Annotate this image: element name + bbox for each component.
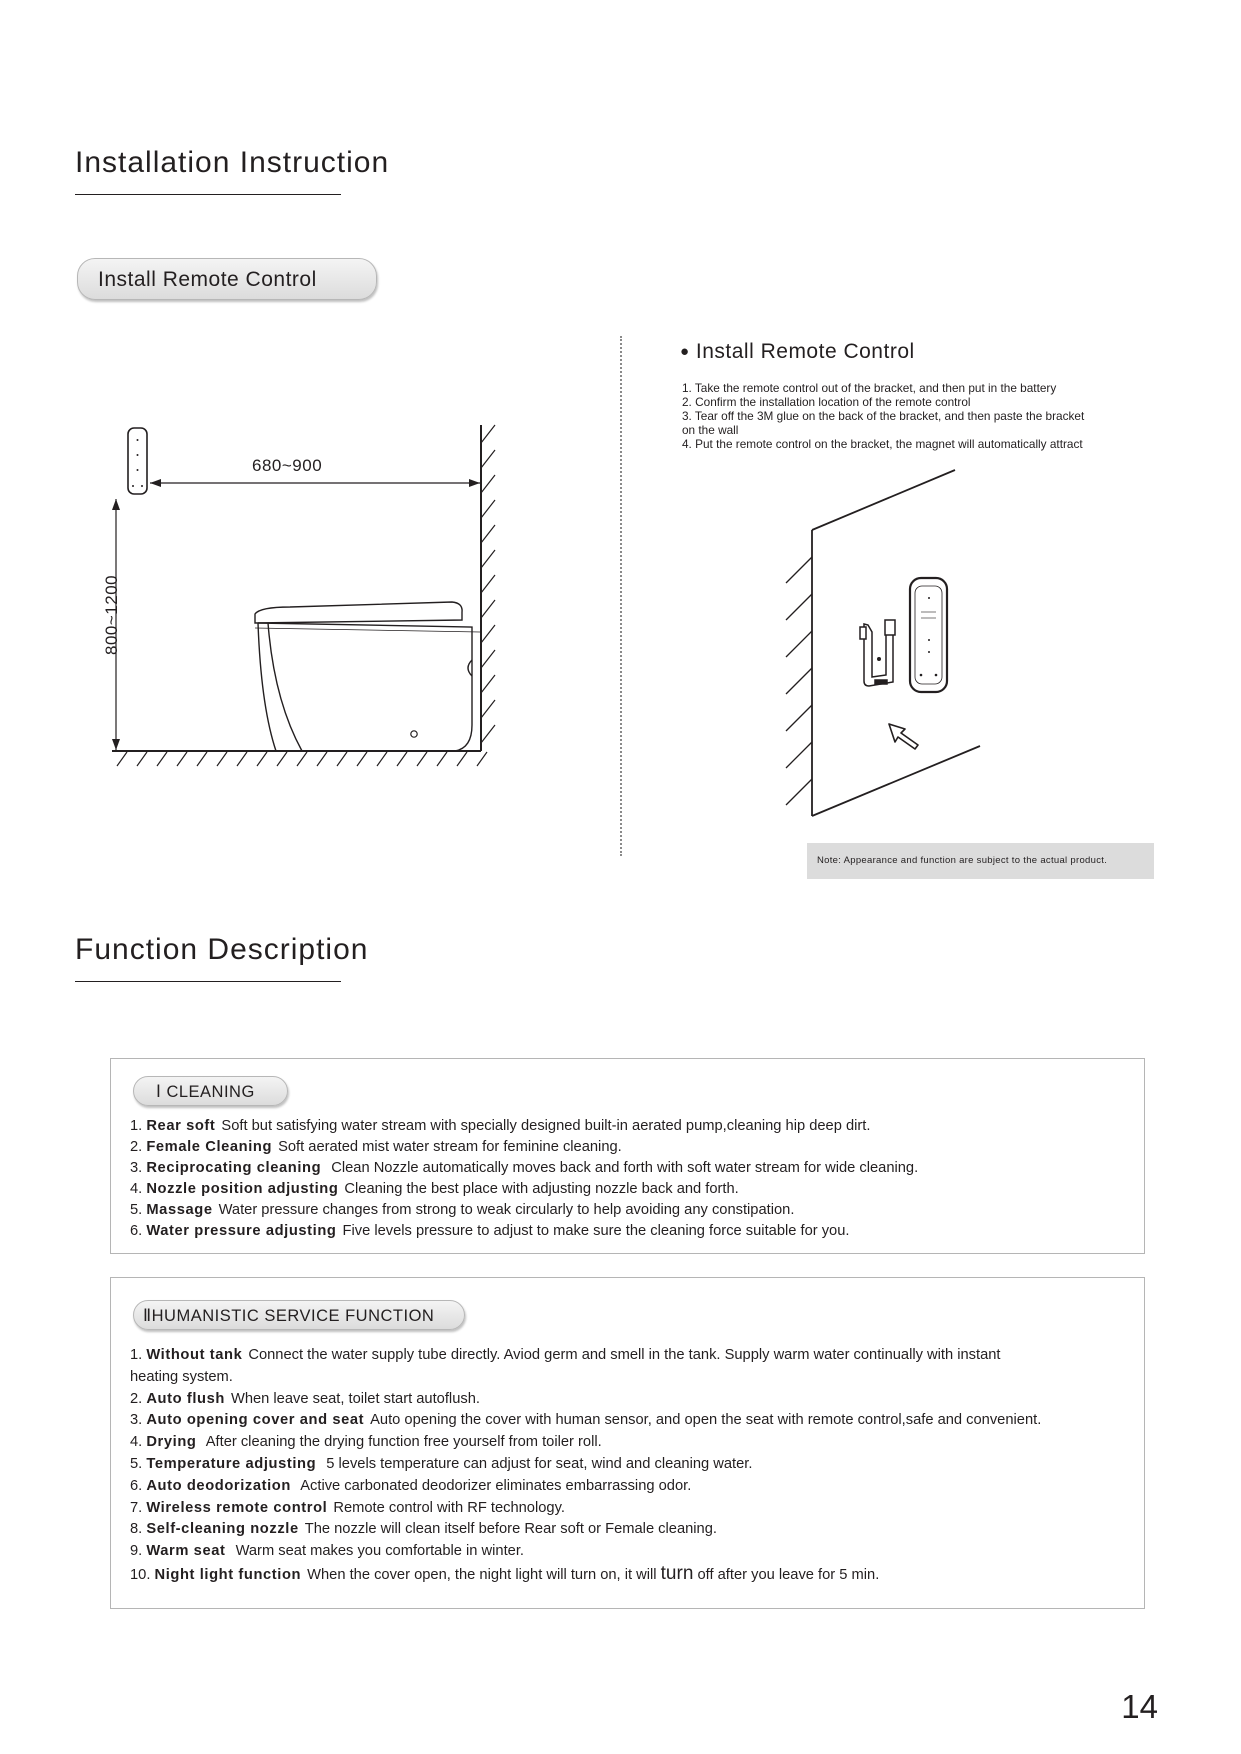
note-box: Note: Appearance and function are subject to the actual product. [807, 843, 1154, 879]
cleaning-pill: Ⅰ CLEANING [133, 1076, 288, 1106]
page-number: 14 [1121, 1688, 1158, 1725]
wall-mount-diagram [780, 460, 1000, 820]
list-item: 5. Temperature adjusting 5 levels temperature can adjust for seat, wind and cleaning water. [130, 1455, 753, 1472]
remote-bracket [860, 620, 895, 686]
dotted-divider [620, 336, 622, 856]
list-item: 2. Auto flush When leave seat, toilet start autoflush. [130, 1390, 480, 1407]
list-item: 9. Warm seat Warm seat makes you comfortable in winter. [130, 1543, 524, 1560]
title-underline [75, 981, 341, 982]
list-item: 10. Night light function When the cover open, the night light will turn on, it will turn off after you leave for 5 min. [130, 1562, 880, 1584]
function-title: Function Description [75, 933, 369, 966]
installation-title: Installation Instruction [75, 146, 390, 179]
title-underline [75, 194, 341, 195]
list-item: 1. Rear soft Soft but satisfying water stream with specially designed built-in aerated pump,cleaning hip deep dirt. [130, 1118, 871, 1134]
install-step: 3. Tear off the 3M glue on the back of the bracket, and then paste the bracket [682, 409, 1085, 423]
list-item: 3. Reciprocating cleaning Clean Nozzle automatically moves back and forth with soft water stream for wide cleaning. [130, 1160, 919, 1176]
list-item: 5. Massage Water pressure changes from strong to weak circularly to help avoiding any constipation. [130, 1202, 795, 1218]
list-item-continued: heating system. [130, 1368, 233, 1385]
install-step: 4. Put the remote control on the bracket, the magnet will automatically attract [682, 437, 1083, 451]
emphasis-word: turn [660, 1562, 694, 1584]
dimension-horizontal-label: 680~900 [252, 456, 323, 475]
install-step: 2. Confirm the installation location of the remote control [682, 395, 971, 409]
cleaning-list [130, 1116, 918, 1242]
list-item: 2. Female Cleaning Soft aerated mist water stream for feminine cleaning. [130, 1139, 622, 1155]
dimension-vertical-label: 800~1200 [102, 574, 121, 655]
wall-panel-hatching [786, 557, 812, 805]
install-steps [682, 381, 1084, 451]
dim-arrow-up [112, 499, 120, 510]
service-list [130, 1345, 1041, 1587]
toilet-outline [255, 602, 480, 751]
wall-panel [812, 470, 980, 816]
service-pill: ⅡHUMANISTIC SERVICE FUNCTION [133, 1300, 465, 1330]
remote-control-small [128, 428, 147, 494]
install-remote-subtitle [680, 340, 915, 364]
list-item: 7. Wireless remote control Remote control with RF technology. [130, 1499, 565, 1516]
list-item: 8. Self-cleaning nozzle The nozzle will clean itself before Rear soft or Female cleaning. [130, 1521, 717, 1538]
dim-arrow-down [112, 739, 120, 750]
bracket-magnet [877, 657, 881, 661]
install-step: on the wall [682, 423, 739, 437]
dim-arrow-left [150, 479, 161, 487]
install-remote-subtitle-text: Install Remote Control [695, 340, 915, 363]
list-item: 1. Without tank Connect the water supply tube directly. Aviod germ and smell in the tank. Supply warm water continually with instant [130, 1347, 1001, 1363]
install-step: 1. Take the remote control out of the bracket, and then put in the battery [682, 381, 1057, 395]
direction-arrow-icon [889, 724, 918, 749]
toilet-sensor [411, 731, 417, 737]
wall-hatching [481, 425, 495, 743]
remote-control-large [910, 578, 947, 692]
bullet-icon: ● [680, 343, 690, 360]
install-remote-pill-label: Install Remote Control [98, 268, 317, 291]
list-item: 6. Water pressure adjusting Five levels pressure to adjust to make sure the cleaning force suitable for you. [130, 1223, 850, 1239]
dim-arrow-right [469, 479, 480, 487]
list-item: 4. Drying After cleaning the drying function free yourself from toiler roll. [130, 1434, 602, 1451]
list-item: 6. Auto deodorization Active carbonated deodorizer eliminates embarrassing odor. [130, 1477, 692, 1494]
install-remote-pill [77, 258, 377, 300]
list-item: 4. Nozzle position adjusting Cleaning the best place with adjusting nozzle back and forth. [130, 1181, 739, 1197]
floor-hatching [117, 752, 487, 766]
list-item: 3. Auto opening cover and seat Auto opening the cover with human sensor, and open the seat with remote control,safe and convenient. [130, 1412, 1042, 1429]
